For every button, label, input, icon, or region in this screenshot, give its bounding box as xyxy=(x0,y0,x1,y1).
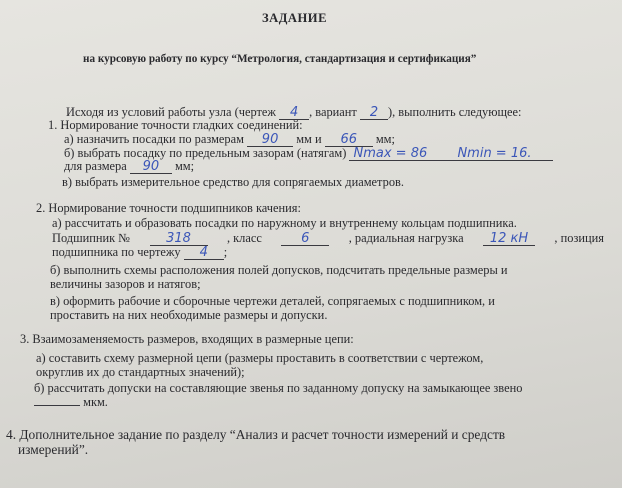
page-title: ЗАДАНИЕ xyxy=(262,11,327,25)
section-2-item-c-2: проставить на них необходимые размеры и допуски. xyxy=(50,308,328,322)
section-2-bearing-line xyxy=(52,231,604,246)
class-field: 6 xyxy=(281,232,329,246)
section-4-line-2: измерений”. xyxy=(18,442,89,457)
section-3-item-a-1: а) составить схему размерной цепи (размеры проставить в соответствии с чертежом, xyxy=(36,351,484,365)
section-4-line-1: 4. Дополнительное задание по разделу “Анализ и расчет точности измерений и средств xyxy=(6,427,506,442)
section-2-item-b-2: величины зазоров и натягов; xyxy=(50,277,201,291)
nmin-field: Nmin = 16. xyxy=(435,147,553,161)
section-1-item-b-cont xyxy=(64,159,194,174)
s3-b-unit: мкм. xyxy=(83,395,108,409)
section-1-heading: 1. Нормирование точности гладких соединений: xyxy=(48,118,303,132)
section-2-heading: 2. Нормирование точности подшипников качения: xyxy=(36,201,301,215)
section-2-position-line xyxy=(52,245,227,260)
s1-b-text: б) выбрать посадку по предельным зазорам (натягам) xyxy=(64,146,347,160)
position-label-2: подшипника по чертежу xyxy=(52,245,181,259)
load-field: 12 кН xyxy=(483,232,535,246)
intro-text-b: , вариант xyxy=(309,105,357,119)
bearing-number-field: 318 xyxy=(150,232,208,246)
s1-c-end: мм; xyxy=(174,159,195,173)
section-3-item-a-2: округлив их до стандартных значений); xyxy=(36,365,245,379)
position-field: 4 xyxy=(184,246,224,260)
variant-field: 2 xyxy=(360,106,388,120)
size-1-field: 90 xyxy=(247,133,293,147)
s1-a-end: мм; xyxy=(375,132,395,146)
s1-a-text: а) назначить посадки по размерам xyxy=(64,132,244,146)
drawing-number-field: 4 xyxy=(279,106,309,120)
load-label: , радиальная нагрузка xyxy=(348,231,464,245)
size-2-field: 66 xyxy=(325,133,373,147)
section-1-item-c: в) выбрать измерительное средство для сопрягаемых диаметров. xyxy=(62,175,404,189)
section-1-item-a xyxy=(64,132,395,147)
section-3-item-b-1: б) рассчитать допуски на составляющие звенья по заданному допуску на замыкающее звено xyxy=(34,381,523,395)
bearing-label: Подшипник № xyxy=(52,231,131,245)
nmax-field: Nmax = 86 xyxy=(349,147,435,161)
section-3-heading: 3. Взаимозаменяемость размеров, входящих в размерные цепи: xyxy=(20,332,354,346)
section-2-item-b-1: б) выполнить схемы расположения полей допусков, подсчитать предельные размеры и xyxy=(50,263,508,277)
intro-text-a: Исходя из условий работы узла (чертеж xyxy=(66,105,276,119)
position-end: ; xyxy=(223,245,228,259)
page-subtitle: на курсовую работу по курсу “Метрология, стандартизация и сертификация” xyxy=(83,53,477,65)
s1-a-mid: мм и xyxy=(296,132,322,146)
s1-c-text: для размера xyxy=(64,159,127,173)
section-2-item-c-1: в) оформить рабочие и сборочные чертежи деталей, сопрягаемых с подшипником, и xyxy=(50,294,495,308)
size-3-field: 90 xyxy=(130,160,172,174)
class-label: , класс xyxy=(226,231,262,245)
section-3-item-b-2 xyxy=(34,395,108,409)
section-2-item-a: а) рассчитать и образовать посадки по наружному и внутреннему кольцам подшипника. xyxy=(52,216,517,230)
position-label: , позиция xyxy=(554,231,604,245)
tolerance-blank xyxy=(34,395,80,406)
intro-text-c: ), выполнить следующее: xyxy=(387,105,522,119)
